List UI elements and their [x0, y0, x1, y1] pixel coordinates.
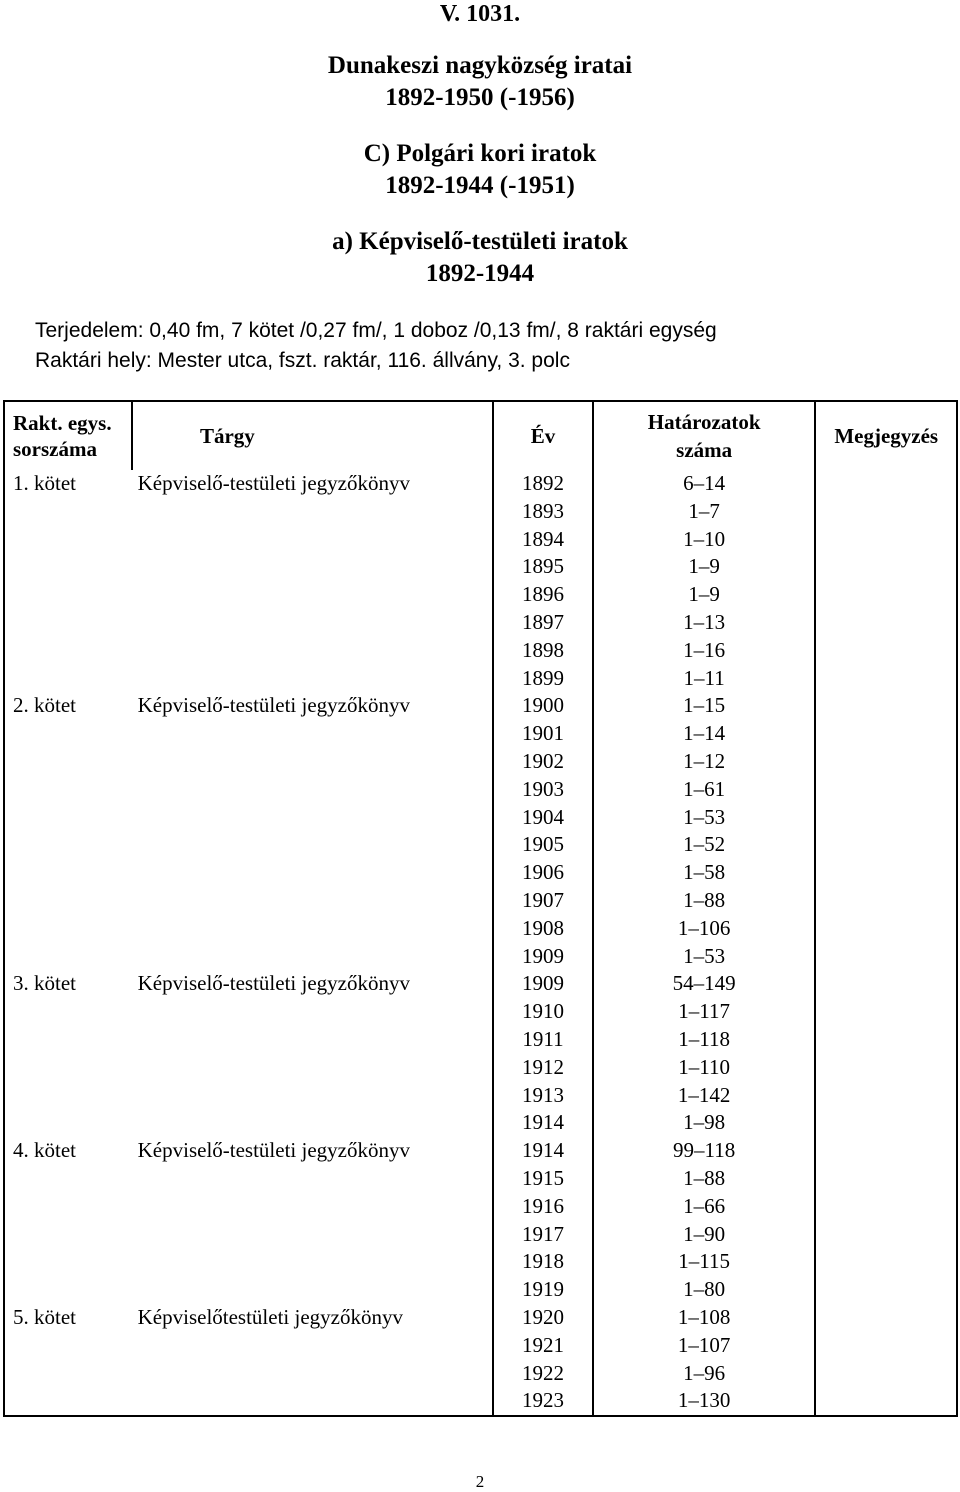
year-cell [493, 470, 593, 692]
year-value: 1902 [521, 748, 564, 773]
year-value: 1906 [521, 860, 564, 885]
header-resolutions-line1: Határozatok [647, 410, 761, 434]
unit-number-cell: 5. kötet [4, 1304, 132, 1416]
year-value: 1894 [521, 526, 564, 551]
meta-block [35, 316, 717, 376]
year-value: 1914 [521, 1138, 564, 1163]
year-value: 1909 [521, 971, 564, 996]
year-value: 1904 [521, 804, 564, 829]
year-value: 1922 [521, 1360, 564, 1385]
year-value: 1909 [521, 943, 564, 968]
resolution-range: 1–107 [677, 1332, 731, 1357]
year-cell [493, 692, 593, 970]
resolution-range: 1–96 [683, 1360, 726, 1385]
resolution-range: 1–130 [677, 1388, 731, 1413]
year-value: 1918 [521, 1249, 564, 1274]
year-value: 1920 [521, 1304, 564, 1329]
note-cell [815, 470, 957, 692]
resolution-range: 1–53 [683, 804, 726, 829]
resolution-range: 1–90 [683, 1221, 726, 1246]
year-value: 1917 [521, 1221, 564, 1246]
year-value: 1895 [521, 554, 564, 579]
resolutions-cell [593, 692, 816, 970]
resolution-range: 1–11 [683, 665, 725, 690]
year-value: 1911 [522, 1026, 564, 1051]
year-value: 1923 [521, 1388, 564, 1413]
year-cell [493, 970, 593, 1137]
year-value: 1899 [521, 665, 564, 690]
resolution-range: 1–16 [683, 637, 726, 662]
table-body [4, 470, 957, 1416]
year-value: 1914 [521, 1110, 564, 1135]
resolution-range: 1–14 [683, 721, 726, 746]
year-value: 1907 [521, 887, 564, 912]
resolution-range: 6–14 [683, 471, 726, 495]
year-value: 1903 [521, 776, 564, 801]
subject-cell: Képviselő-testületi jegyzőkönyv [137, 971, 410, 996]
resolution-range: 1–13 [683, 609, 726, 634]
resolution-range: 1–7 [688, 498, 720, 523]
resolution-range: 54–149 [672, 971, 736, 996]
title-block [0, 50, 960, 290]
resolution-range: 1–110 [678, 1054, 730, 1079]
header-subject: Tárgy [132, 401, 494, 470]
inventory-table [3, 400, 958, 1417]
year-value: 1915 [521, 1165, 564, 1190]
note-cell [815, 1304, 957, 1416]
subject-cell: Képviselő-testületi jegyzőkönyv [137, 693, 410, 718]
year-value: 1892 [521, 471, 564, 495]
year-value: 1913 [521, 1082, 564, 1107]
resolution-range: 1–12 [683, 748, 726, 773]
note-cell [815, 1137, 957, 1304]
resolution-range: 1–10 [683, 526, 726, 551]
table-header-row [4, 401, 957, 470]
header-resolutions [593, 401, 816, 470]
note-cell [815, 692, 957, 970]
resolution-range: 1–115 [678, 1249, 730, 1274]
header-unit-number [4, 401, 132, 470]
resolution-range: 1–117 [678, 999, 730, 1024]
extent-line: Terjedelem: 0,40 fm, 7 kötet /0,27 fm/, 1 doboz /0,13 fm/, 8 raktári egység [35, 319, 717, 342]
year-value: 1921 [521, 1332, 564, 1357]
section-title: C) Polgári kori iratok [363, 140, 597, 167]
resolution-range: 1–66 [683, 1193, 726, 1218]
unit-number-cell: 3. kötet [4, 970, 132, 1137]
header-year: Év [493, 401, 593, 470]
unit-number-cell: 2. kötet [4, 692, 132, 970]
subject-cell: Képviselőtestületi jegyzőkönyv [132, 1304, 494, 1416]
resolutions-cell [593, 1304, 816, 1416]
resolution-range: 99–118 [673, 1138, 736, 1163]
resolution-range: 1–58 [683, 860, 726, 885]
fond-years: 1892-1950 (-1956) [385, 84, 575, 111]
year-value: 1898 [521, 637, 564, 662]
resolution-range: 1–53 [683, 943, 726, 968]
header-unit-number-line1: Rakt. egys. [13, 411, 112, 435]
year-value: 1905 [521, 832, 564, 857]
table-row [4, 692, 957, 970]
year-value: 1900 [521, 693, 564, 718]
resolution-range: 1–52 [683, 832, 726, 857]
table-row [4, 970, 957, 1137]
resolution-range: 1–88 [683, 887, 726, 912]
year-cell [493, 1137, 593, 1304]
resolution-range: 1–9 [688, 582, 720, 607]
resolution-range: 1–142 [677, 1082, 731, 1107]
year-value: 1901 [521, 721, 564, 746]
table-row [4, 1304, 957, 1416]
unit-number-cell: 4. kötet [4, 1137, 132, 1304]
year-value: 1912 [521, 1054, 564, 1079]
table-row [4, 470, 957, 692]
resolution-range: 1–106 [677, 915, 731, 940]
year-value: 1896 [521, 582, 564, 607]
resolution-range: 1–80 [683, 1277, 726, 1302]
header-note: Megjegyzés [815, 401, 957, 470]
year-value: 1916 [521, 1193, 564, 1218]
resolution-range: 1–88 [683, 1165, 726, 1190]
section-years: 1892-1944 (-1951) [385, 172, 575, 199]
unit-number-cell: 1. kötet [4, 470, 132, 692]
location-line: Raktári hely: Mester utca, fszt. raktár, 116. állvány, 3. polc [35, 349, 570, 372]
resolution-range: 1–9 [688, 554, 720, 579]
year-cell [493, 1304, 593, 1416]
year-value: 1919 [521, 1277, 564, 1302]
subsection-title: a) Képviselő-testületi iratok [332, 228, 628, 255]
year-value: 1893 [521, 498, 564, 523]
table-row [4, 1137, 957, 1304]
resolutions-cell [593, 970, 816, 1137]
resolutions-cell [593, 1137, 816, 1304]
resolution-range: 1–98 [683, 1110, 726, 1135]
subsection-years: 1892-1944 [425, 260, 535, 287]
subject-cell: Képviselő-testületi jegyzőkönyv [137, 1138, 410, 1163]
header-unit-number-line2: sorszáma [13, 437, 97, 461]
resolution-range: 1–61 [683, 776, 726, 801]
page-number: 2 [475, 1472, 485, 1491]
year-value: 1910 [521, 999, 564, 1024]
note-cell [815, 970, 957, 1137]
resolution-range: 1–15 [683, 693, 726, 718]
resolutions-cell [593, 470, 816, 692]
document-reference: V. 1031. [439, 1, 521, 27]
fond-title: Dunakeszi nagyközség iratai [327, 52, 633, 79]
resolution-range: 1–118 [678, 1026, 730, 1051]
header-resolutions-line2: száma [676, 438, 733, 462]
resolution-range: 1–108 [677, 1304, 731, 1329]
year-value: 1908 [521, 915, 564, 940]
subject-cell: Képviselő-testületi jegyzőkönyv [137, 471, 410, 495]
year-value: 1897 [521, 609, 564, 634]
